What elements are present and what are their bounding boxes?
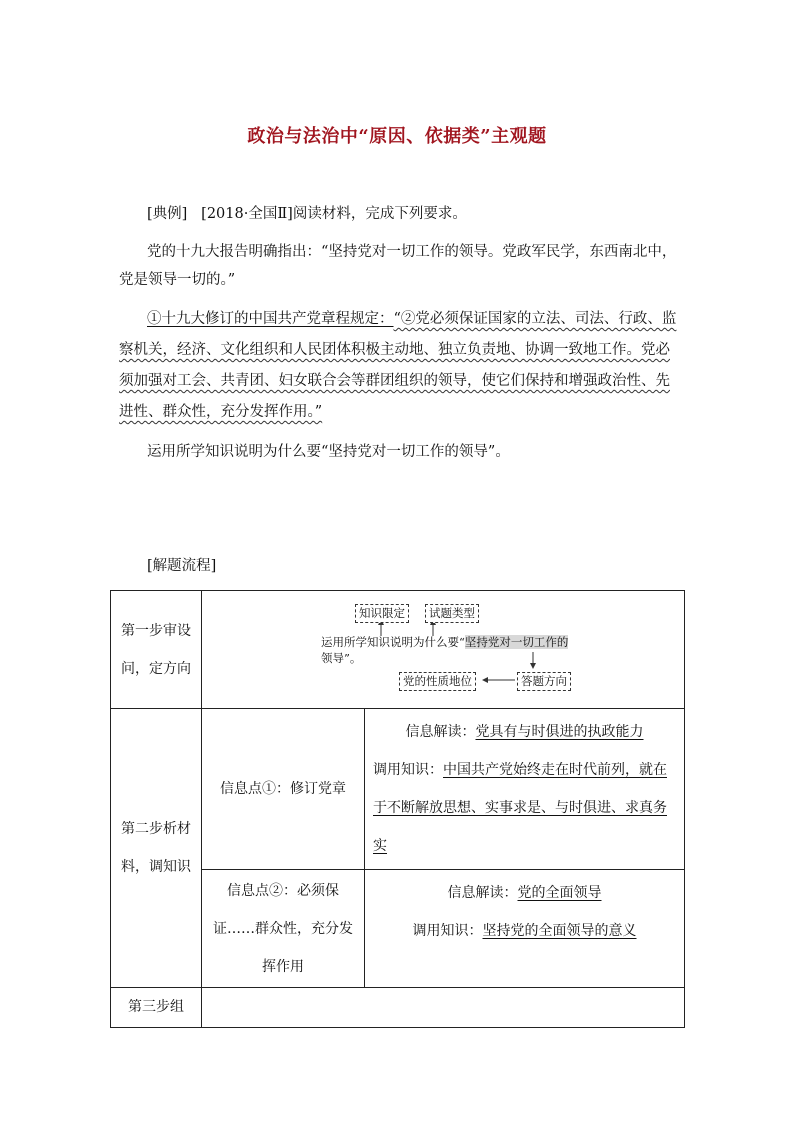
answer-direction-box: 答题方向 [517, 672, 571, 691]
info2-interpretation [373, 874, 676, 912]
info1-know-label: 调用知识： [373, 762, 443, 778]
material-paragraph-2 [119, 304, 679, 428]
process-label-text: [解题流程] [147, 558, 217, 574]
info2-interp-value: 党的全面领导 [517, 885, 602, 901]
page-title: 政治与法治中“原因、依据类”主观题 [247, 126, 547, 147]
step1-label: 第一步审设问，定方向 [111, 591, 202, 709]
question-prefix: 运用所学知识说明为什么要“ [321, 634, 465, 649]
table-row [111, 709, 685, 870]
material-point-1: ①十九大修订的中国共产党章程规定： [147, 311, 394, 327]
table-row [111, 591, 685, 709]
example-source: [2018·全国Ⅱ]阅读材料，完成下列要求。 [201, 206, 467, 222]
info2-knowledge [373, 912, 676, 950]
question-line-2: 领导”。 [321, 650, 362, 665]
step1-diagram [203, 594, 683, 706]
process-label [119, 552, 679, 580]
material-point-2: “②党必须保证国家的立法、司法、行政、监察机关，经济、文化组织和人民团体积极主动地、独立负责地、协调一致地工作。党必须加强对工会、共青团、妇女联合会等群团组织的领导，使它们保持和增强政治性、先进性、群众性，充分发挥作用。” [119, 311, 677, 420]
example-label: [典例] [147, 206, 188, 222]
question-highlight: 坚持党对一切工作的 [464, 634, 569, 649]
info-point-1: 信息点①：修订党章 [202, 709, 365, 870]
question-line-1 [321, 634, 568, 650]
info-point-1-detail [365, 709, 685, 870]
info1-interp-label: 信息解读： [405, 724, 476, 740]
solution-flow-table [110, 590, 685, 1028]
knowledge-limit-box: 知识限定 [355, 604, 409, 623]
example-block [119, 200, 679, 466]
question-text: 运用所学知识说明为什么要“坚持党对一切工作的领导”。 [147, 444, 510, 460]
info-point-2-detail [365, 870, 685, 988]
info2-interp-label: 信息解读： [447, 885, 518, 901]
table-row [111, 988, 685, 1028]
step3-label: 第三步组 [111, 988, 202, 1028]
example-intro [119, 200, 679, 228]
step3-content [202, 988, 685, 1028]
info1-knowledge [373, 751, 676, 865]
step1-diagram-cell [202, 591, 685, 709]
info2-know-value: 坚持党的全面领导的意义 [482, 923, 637, 939]
info-point-2: 信息点②：必须保证……群众性，充分发挥作用 [202, 870, 365, 988]
step2-label: 第二步析材料，调知识 [111, 709, 202, 988]
material-paragraph-1: 党的十九大报告明确指出：“坚持党对一切工作的领导。党政军民学，东西南北中，党是领导一切的。” [119, 244, 677, 288]
party-nature-box: 党的性质地位 [399, 672, 476, 691]
question-type-box: 试题类型 [425, 604, 479, 623]
info1-interpretation [373, 713, 676, 751]
info1-interp-value: 党具有与时俱进的执政能力 [475, 724, 644, 740]
info2-know-label: 调用知识： [412, 923, 483, 939]
info1-know-value: 中国共产党始终走在时代前列，就在于不断解放思想、实事求是、与时俱进、求真务实 [373, 762, 667, 854]
